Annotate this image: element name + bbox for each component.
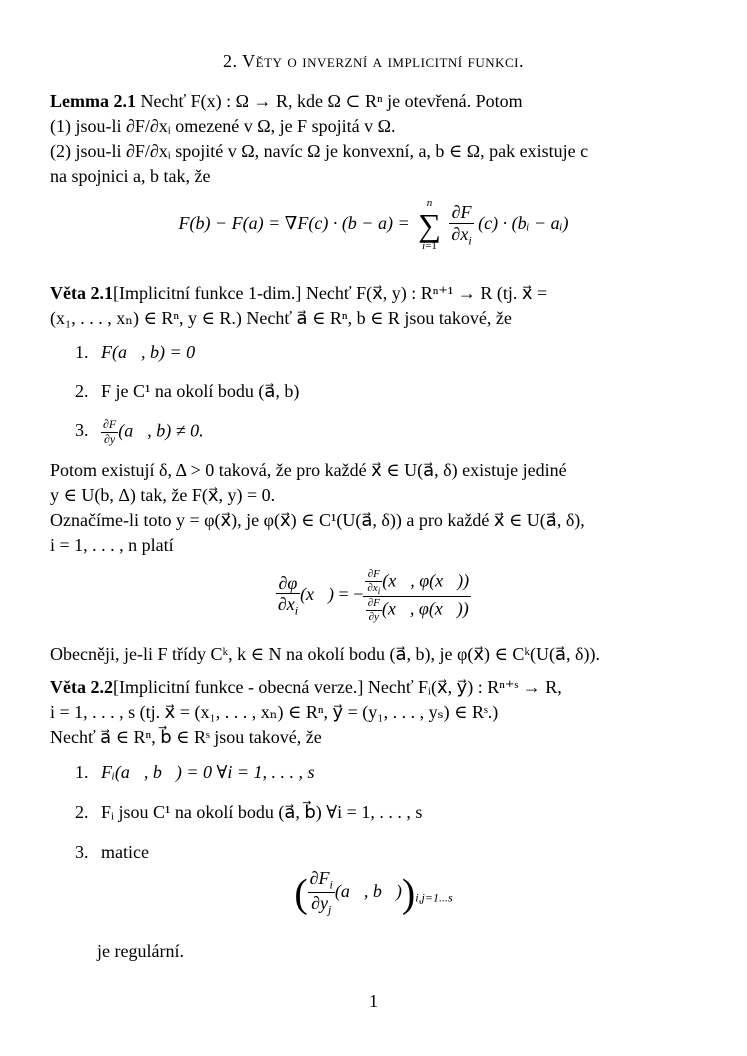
matrix-arg: (a⃗, b⃗) — [334, 881, 402, 902]
lemma-item-2b: na spojnici a, b tak, že — [50, 166, 211, 186]
theorem2-item-2: 2. Fᵢ jsou C¹ na okolí bodu (a⃗, b⃗) ∀i = 1, . . . , s — [75, 802, 423, 822]
formula-den: (x⃗, φ(x⃗)) — [381, 598, 469, 619]
theorem1-item-1: 1. F(a⃗, b) = 0 — [75, 342, 196, 362]
matrix-sub: i,j=1...s — [415, 890, 453, 905]
theorem1-item-1-text: F(a⃗, b) = 0 — [101, 342, 196, 362]
partial-fraction: $\frac{\partial F}{\partial x_i}$ — [451, 201, 472, 248]
theorem2-line2: i = 1, . . . , s (tj. x⃗ = (x₁, . . . , xₙ) ∈ Rⁿ, y⃗ = (y₁, . . . , yₛ) ∈ Rˢ.) — [50, 702, 499, 722]
section-title: 2. Věty o inverzní a implicitní funkci. — [222, 51, 525, 71]
theorem1-p5: Obecněji, je-li F třídy Cᵏ, k ∈ N na okolí bodu (a⃗, b), je φ(x⃗) ∈ Cᵏ(U(a⃗, δ)). — [50, 644, 600, 664]
lemma-item-2a: (2) jsou-li ∂F/∂xᵢ spojité v Ω, navíc Ω je konvexní, a, b ∈ Ω, pak existuje c — [50, 141, 589, 161]
theorem1-p3: Označíme-li toto y = φ(x⃗), je φ(x⃗) ∈ C¹(U(a⃗, δ)) a pro každé x⃗ ∈ U(a⃗, δ), — [50, 510, 585, 530]
theorem1-line1-text: [Implicitní funkce 1-dim.] Nechť F(x⃗, y) : Rⁿ⁺¹ → R (tj. x⃗ = — [112, 283, 548, 303]
theorem1-line2: (x₁, . . . , xₙ) ∈ Rⁿ, y ∈ R.) Nechť a⃗ ∈ Rⁿ, b ∈ R jsou takové, že — [50, 308, 512, 328]
theorem1-item-3: 3. $\frac{\partial F}{\partial y}$ (a⃗, b) ≠ 0. — [75, 417, 204, 446]
theorem2-item-2-text: Fᵢ jsou C¹ na okolí bodu (a⃗, b⃗) ∀i = 1, . . . , s — [101, 802, 423, 822]
theorem2-line1 — [50, 676, 700, 698]
theorem2-line3: Nechť a⃗ ∈ Rⁿ, b⃗ ∈ Rˢ jsou takové, že — [50, 727, 322, 747]
lemma-intro — [50, 90, 700, 112]
theorem2-label: Věta 2.2 — [50, 677, 113, 697]
theorem1-p4: i = 1, . . . , n platí — [50, 535, 174, 555]
lemma-item-1: (1) jsou-li ∂F/∂xᵢ omezené v Ω, je F spojitá v Ω. — [50, 116, 396, 136]
lemma-formula — [0, 198, 747, 252]
theorem2-line1-text: [Implicitní funkce - obecná verze.] Nechť Fᵢ(x⃗, y⃗) : Rⁿ⁺ˢ → R, — [112, 677, 562, 697]
theorem2-item-1: 1. Fᵢ(a⃗, b⃗) = 0 ∀i = 1, . . . , s — [75, 762, 315, 782]
lemma-formula-rhs: (c) · (bᵢ − aᵢ) — [478, 213, 569, 234]
theorem1-p2: y ∈ U(b, Δ) tak, že F(x⃗, y) = 0. — [50, 485, 276, 505]
theorem1-label: Věta 2.1 — [50, 283, 113, 303]
theorem1-item-2-text: F je C¹ na okolí bodu (a⃗, b) — [101, 381, 300, 401]
theorem1-p1: Potom existují δ, Δ > 0 taková, že pro každé x⃗ ∈ U(a⃗, δ) existuje jediné — [50, 460, 567, 480]
theorem2-item-3: 3. matice — [75, 842, 149, 862]
matrix-formula: ( $\frac{\partial F_i}{\partial y_j}$ (a⃗, $b⃗))_{i,j=1...s}$ — [294, 868, 453, 917]
formula-num: (x⃗, φ(x⃗)) — [382, 570, 470, 591]
page-number: 1 — [369, 991, 378, 1011]
theorem2-item-1-text: Fᵢ(a⃗, b⃗) = 0 ∀i = 1, . . . , s — [101, 762, 315, 782]
sum-symbol: n ∑ i=1 — [418, 197, 441, 252]
theorem1-item-3-text: (a⃗, b) ≠ 0. — [118, 420, 204, 441]
theorem1-item-2: 2. F je C¹ na okolí bodu (a⃗, b) — [75, 381, 300, 401]
theorem1-formula: $\frac{\partial\varphi}{\partial x_i}$ (x⃗) = − $\frac{\partial F}{\partial x_i}$ (x⃗, φ(x⃗)) $\frac{\partial F}{\partial y}$ (x⃗, φ(x⃗)) — [277, 568, 470, 624]
lemma-formula-lhs: F(b) − F(a) = ∇F(c) · (b − a) = — [178, 213, 410, 234]
theorem2-conclusion: je regulární. — [97, 941, 184, 961]
lemma-label: Lemma 2.1 — [50, 91, 136, 111]
theorem2-item-3-text: matice — [101, 842, 149, 862]
theorem1-line1 — [50, 282, 700, 304]
lemma-intro-text: Nechť F(x) : Ω → R, kde Ω ⊂ Rⁿ je otevřená. Potom — [140, 91, 523, 111]
